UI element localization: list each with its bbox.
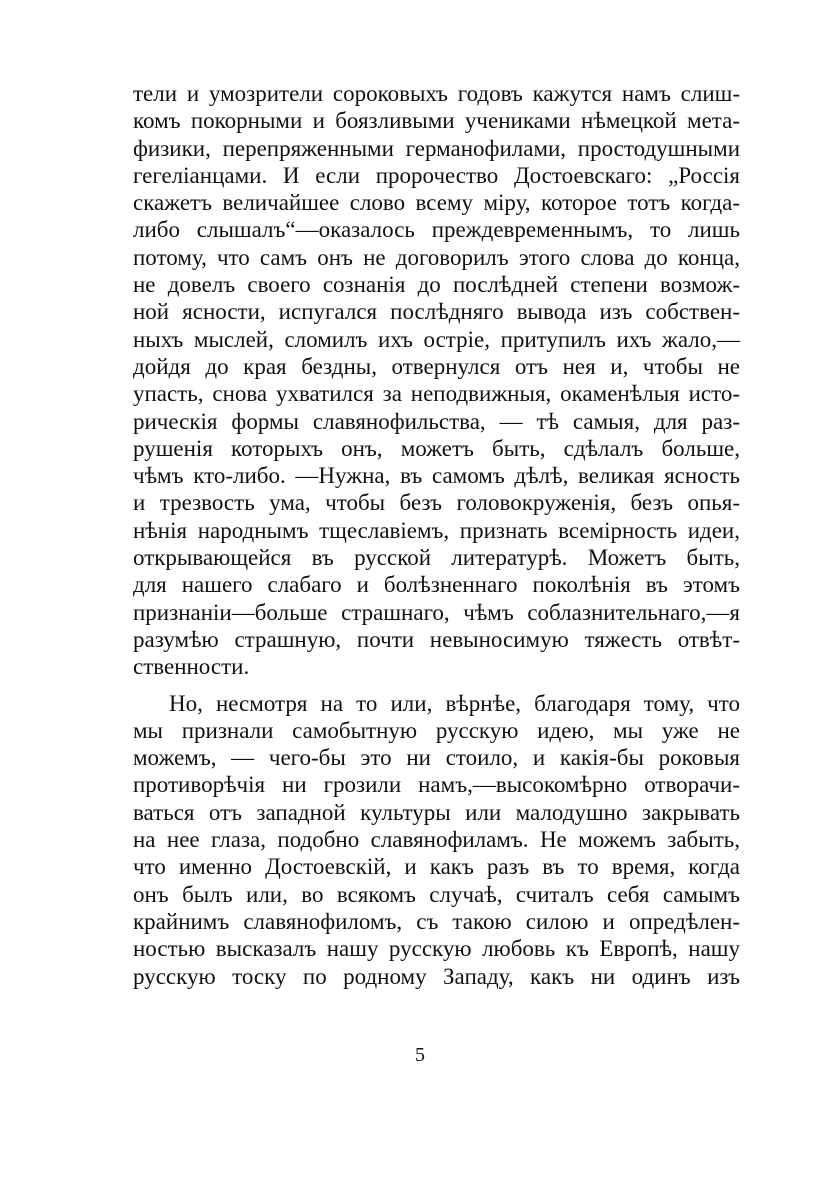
text-line: ныхъ мыслей, сломилъ ихъ остріе, притупилъ ихъ жало,— xyxy=(133,326,740,352)
text-line: чѣмъ кто-либо. —Нужна, въ самомъ дѣлѣ, великая ясность xyxy=(133,463,740,489)
text-line: можемъ, — чего-бы это ни стоило, и какія-бы роковыя xyxy=(133,745,740,771)
text-line: гегеліанцами. И если пророчество Достоевскаго: „Россія xyxy=(133,162,740,188)
text-line: крайнимъ славянофиломъ, съ такою силою и опредѣлен- xyxy=(133,908,740,934)
text-line: открывающейся въ русской литературѣ. Можетъ быть, xyxy=(133,545,740,571)
text-line: физики, перепряженными германофилами, простодушными xyxy=(133,135,740,161)
text-line: и трезвость ума, чтобы безъ головокруженія, безъ опья- xyxy=(133,490,740,516)
text-line: онъ былъ или, во всякомъ случаѣ, считалъ себя самымъ xyxy=(133,881,740,907)
text-line: противорѣчія ни грозили намъ,—высокомѣрно отворачи- xyxy=(133,772,740,798)
text-line: комъ покорными и боязливыми учениками нѣмецкой мета- xyxy=(133,108,740,134)
text-line: русскую тоску по родному Западу, какъ ни одинъ изъ xyxy=(133,963,740,989)
page-number: 5 xyxy=(415,1044,425,1066)
paragraph-gap xyxy=(133,681,740,690)
paragraph-1 xyxy=(133,80,740,681)
text-line: на нее глаза, подобно славянофиламъ. Не можемъ забыть, xyxy=(133,827,740,853)
text-line: ностью высказалъ нашу русскую любовь къ Европѣ, нашу xyxy=(133,936,740,962)
text-line: что именно Достоевскій, и какъ разъ въ то время, когда xyxy=(133,854,740,880)
text-line: тели и умозрители сороковыхъ годовъ кажутся намъ слиш- xyxy=(133,81,740,106)
text-line: либо слышалъ“—оказалось преждевременнымъ, то лишь xyxy=(133,217,740,243)
text-line: Но, несмотря на то или, вѣрнѣе, благодаря тому, что xyxy=(169,690,740,716)
text-line: скажетъ величайшее слово всему міру, которое тотъ когда- xyxy=(133,190,740,216)
paragraph-2 xyxy=(133,690,740,990)
text-line: нѣнія народнымъ тщеславіемъ, признать всемірность идеи, xyxy=(133,517,740,543)
text-line: дойдя до края бездны, отвернулся отъ нея и, чтобы не xyxy=(133,353,740,379)
text-line: не довелъ своего сознанія до послѣдней степени возмож- xyxy=(133,272,740,298)
text-line: для нашего слабаго и болѣзненнаго поколѣнія въ этомъ xyxy=(133,572,740,598)
text-line: ственности. xyxy=(133,654,250,680)
text-line: признаніи—больше страшнаго, чѣмъ соблазнительнаго,—я xyxy=(133,599,740,625)
text-line: упасть, снова ухватился за неподвижныя, окаменѣлыя исто- xyxy=(133,381,740,407)
text-line: рушенія которыхъ онъ, можетъ быть, сдѣлалъ больше, xyxy=(133,435,740,461)
text-line: разумѣю страшную, почти невыносимую тяжесть отвѣт- xyxy=(133,626,740,652)
text-line: потому, что самъ онъ не договорилъ этого слова до конца, xyxy=(133,244,740,270)
text-line: рическія формы славянофильства, — тѣ самыя, для раз- xyxy=(133,408,740,434)
body-text xyxy=(133,80,740,990)
text-line: мы признали самобытную русскую идею, мы уже не xyxy=(133,717,740,743)
text-line: ваться отъ западной культуры или малодушно закрывать xyxy=(133,799,740,825)
text-line: ной ясности, испугался послѣдняго вывода изъ собствен- xyxy=(133,299,740,325)
